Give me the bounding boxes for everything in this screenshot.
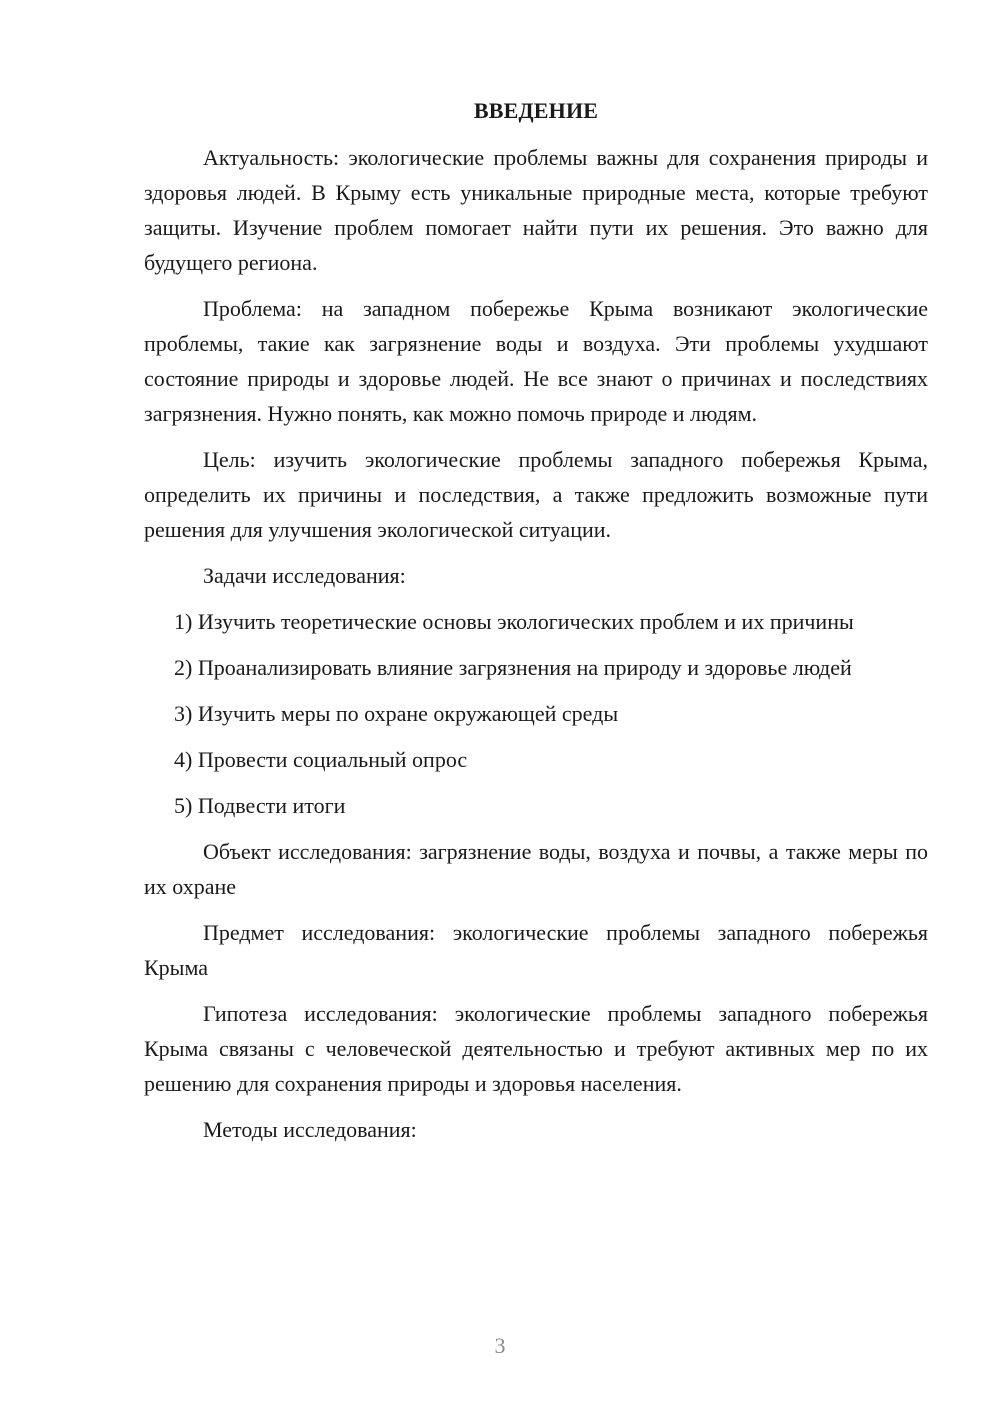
list-item: 4) Провести социальный опрос — [174, 747, 468, 772]
list-item: 5) Подвести итоги — [174, 793, 346, 818]
page-number: 3 — [494, 1333, 506, 1358]
tasks-list — [144, 604, 928, 823]
paragraph-subject: Предмет исследования: экологические проблемы западного побережья Крыма — [144, 920, 928, 980]
page-title: ВВЕДЕНИЕ — [473, 98, 599, 123]
paragraph-hypothesis: Гипотеза исследования: экологические проблемы западного побережья Крыма связаны с человеческой деятельностью и требуют активных мер по их решению для сохранения природы и здоровья населения. — [144, 1001, 928, 1096]
tasks-heading: Задачи исследования: — [203, 563, 406, 588]
list-item: 1) Изучить теоретические основы экологических проблем и их причины — [174, 609, 854, 634]
paragraph-relevance: Актуальность: экологические проблемы важны для сохранения природы и здоровья людей. В Крыму есть уникальные природные места, которые требуют защиты. Изучение проблем помогает найти пути их решения. Это важно для будущего региона. — [144, 145, 928, 275]
paragraph-problem: Проблема: на западном побережье Крыма возникают экологические проблемы, такие как загрязнение воды и воздуха. Эти проблемы ухудшают состояние природы и здоровье людей. Не все знают о причинах и последствиях загрязнения. Нужно понять, как можно помочь природе и людям. — [144, 296, 928, 426]
paragraph-object: Объект исследования: загрязнение воды, воздуха и почвы, а также меры по их охране — [144, 839, 928, 899]
list-item: 2) Проанализировать влияние загрязнения на природу и здоровье людей — [174, 655, 852, 680]
paragraph-goal: Цель: изучить экологические проблемы западного побережья Крыма, определить их причины и последствия, а также предложить возможные пути решения для улучшения экологической ситуации. — [144, 447, 928, 542]
list-item: 3) Изучить меры по охране окружающей среды — [174, 701, 619, 726]
methods-heading: Методы исследования: — [203, 1117, 417, 1142]
document-page — [144, 96, 928, 1158]
